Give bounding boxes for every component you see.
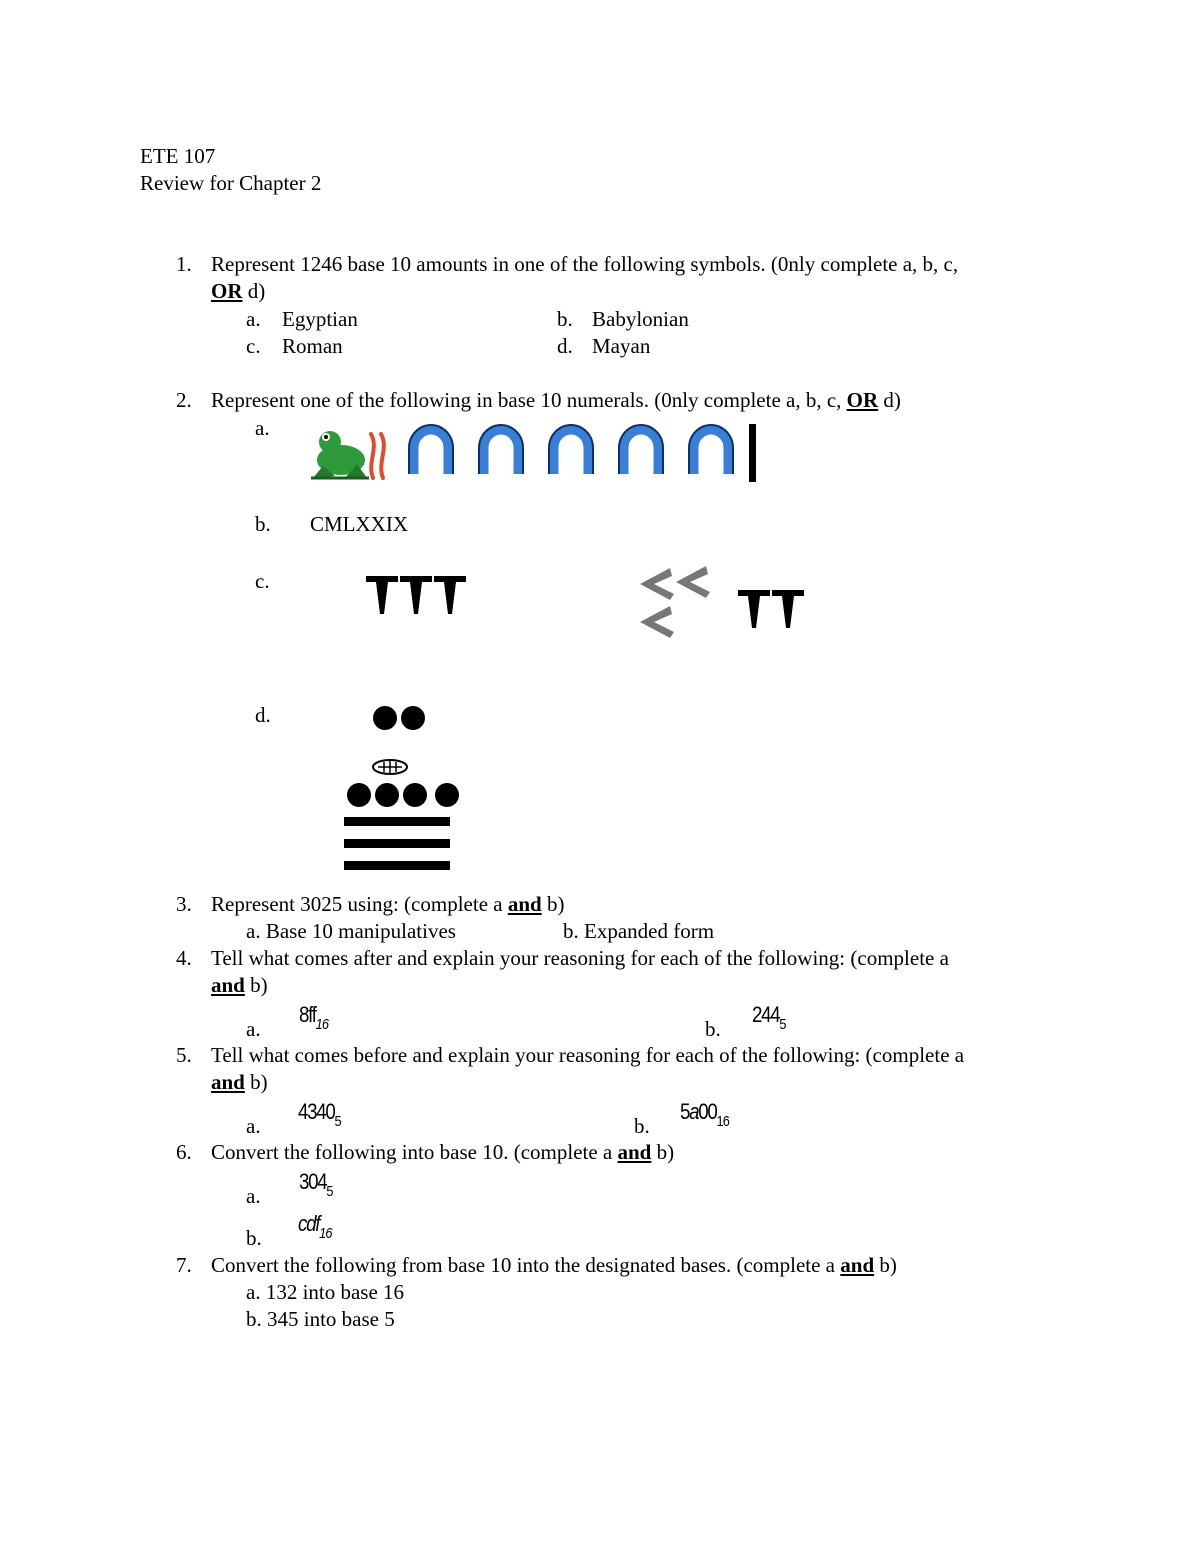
question-text: Convert the following from base 10 into the designated bases. (complete a and b) [211,1253,897,1277]
question-text-continued: and b) [211,973,268,997]
question-text-continued: OR d) [211,279,266,303]
ten-wedge-icon [640,566,710,638]
option-expanded-form: b. Expanded form [563,919,715,943]
option-babylonian: Babylonian [592,307,689,331]
question-number: 4. [176,946,192,970]
egyptian-numeral-image [305,418,765,484]
question-text-continued: and b) [211,1070,268,1094]
part-letter: b. [634,1114,650,1138]
emphasis-or: OR [846,388,879,412]
frog-icon [311,431,369,478]
option-letter: a. [246,307,261,331]
document-title: Review for Chapter 2 [140,171,322,195]
babylonian-units-group-2 [738,590,806,630]
emphasis-and: and [211,973,245,997]
part-letter: a. [255,416,270,440]
part-letter: d. [255,703,271,727]
roman-numeral: CMLXXIX [310,512,408,536]
emphasis-and: and [507,892,542,916]
coil-rope-icon [371,434,384,478]
dot-icons [347,783,459,807]
number-8ff-base16: $8ff_{16}$ [299,1002,329,1033]
part-letter: b. [246,1226,262,1250]
babylonian-units-group-1 [366,576,468,616]
number-5a00-base16: $5a00_{16}$ [680,1099,730,1130]
question-text: Represent 3025 using: (complete a and b) [211,892,565,916]
unit-wedge-icon [738,590,804,628]
part-letter: a. [246,1017,261,1041]
number-4340-base5: $4340_5$ [298,1099,341,1130]
number-244-base5: $244_5$ [752,1002,786,1033]
emphasis-and: and [617,1140,652,1164]
part-letter: b. [705,1017,721,1041]
question-number: 5. [176,1043,192,1067]
question-number: 1. [176,252,192,276]
option-manipulatives: a. Base 10 manipulatives [246,919,456,943]
option-roman: Roman [282,334,343,358]
shell-zero-icon [373,760,407,774]
question-text: Tell what comes before and explain your reasoning for each of the following: (complete a [211,1043,965,1067]
question-number: 3. [176,892,192,916]
babylonian-tens-group [640,564,714,644]
dot-icons [373,706,425,730]
question-text: Represent 1246 base 10 amounts in one of the following symbols. (0nly complete a, b, c, [211,252,959,276]
part-letter: a. [246,1184,261,1208]
emphasis-and: and [840,1253,875,1277]
question-text: Convert the following into base 10. (complete a and b) [211,1140,675,1164]
emphasis-and: and [211,1070,245,1094]
option-letter: c. [246,334,261,358]
question-number: 2. [176,388,192,412]
option-mayan: Mayan [592,334,651,358]
question-text: Represent one of the following in base 10 numerals. (0nly complete a, b, c, OR d) [211,388,901,412]
option-345-base5: b. 345 into base 5 [246,1307,395,1331]
number-cdf-base16: cdf$_{16}$ [298,1211,332,1242]
question-text: Tell what comes after and explain your reasoning for each of the following: (complete a [211,946,949,970]
question-number: 7. [176,1253,192,1277]
emphasis-or: OR [211,279,243,303]
course-code: ETE 107 [140,144,216,168]
question-number: 6. [176,1140,192,1164]
part-letter: b. [255,512,271,536]
heel-bone-icons [414,430,728,474]
option-132-base16: a. 132 into base 16 [246,1280,405,1304]
part-letter: c. [255,569,270,593]
option-letter: d. [557,334,573,358]
option-egyptian: Egyptian [282,307,358,331]
unit-wedge-icon [366,576,466,614]
part-letter: a. [246,1114,261,1138]
number-304-base5: $304_5$ [299,1169,333,1200]
option-letter: b. [557,307,573,331]
bar-icons [344,817,450,870]
stroke-icon [749,424,756,482]
mayan-numeral-image [340,700,460,876]
